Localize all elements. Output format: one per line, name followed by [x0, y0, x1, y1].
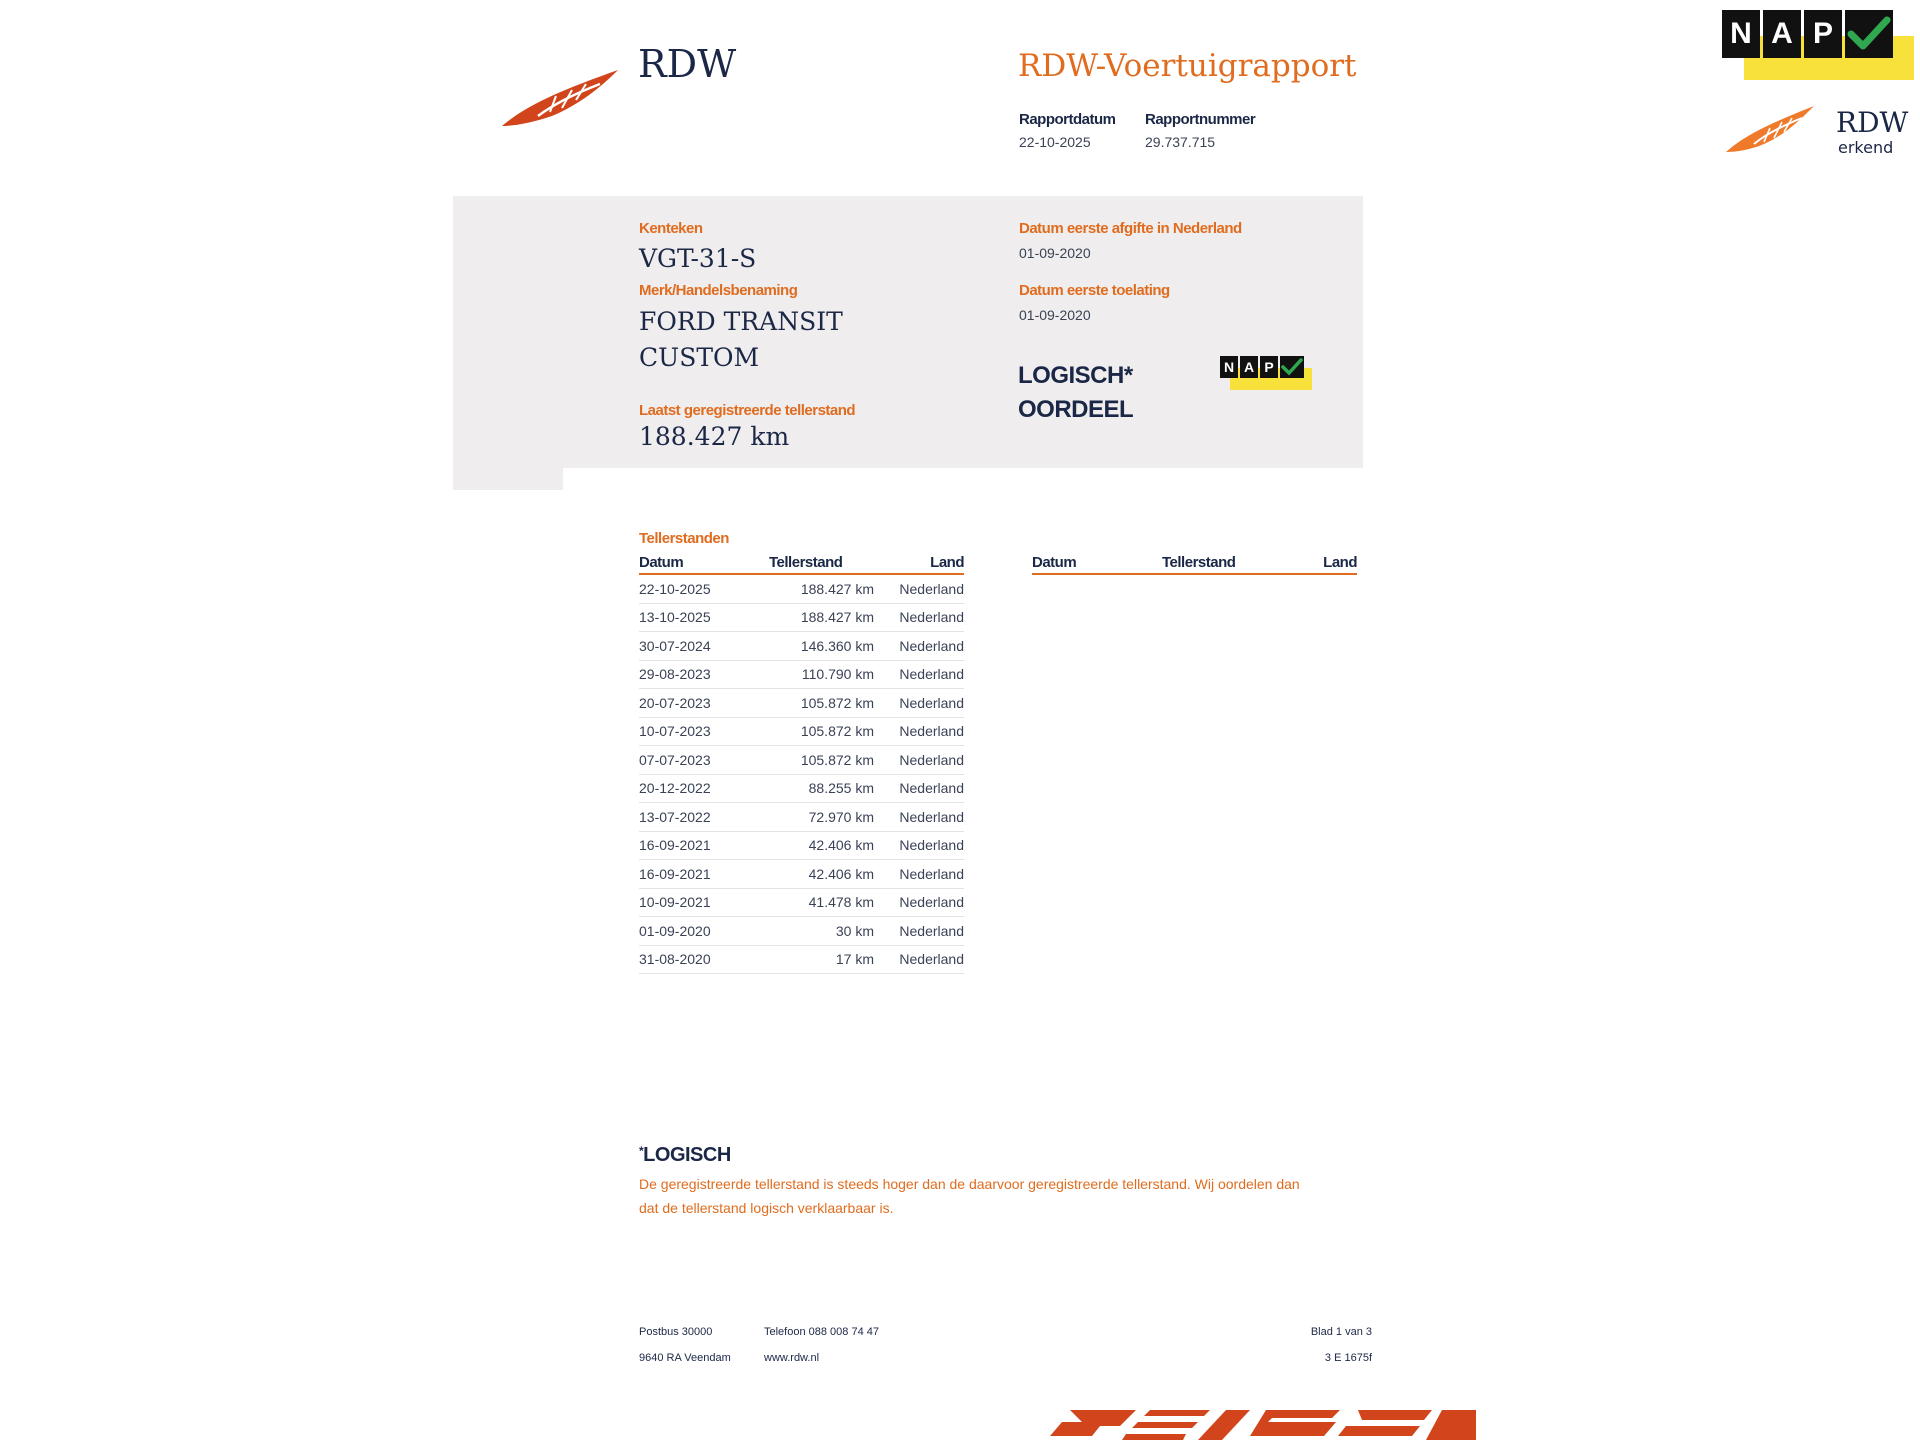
table-row: [639, 746, 964, 775]
rapportdatum-value: 22-10-2025: [1019, 134, 1091, 150]
cell-datum: 10-09-2021: [639, 894, 711, 911]
merk-line1: FORD TRANSIT: [639, 307, 843, 336]
footnote-title: *LOGISCH: [639, 1144, 731, 1166]
footer-blad: Blad 1 van 3: [1310, 1326, 1372, 1338]
table-row: [639, 946, 964, 975]
check-small-icon: [1280, 356, 1304, 378]
table-row: [639, 803, 964, 832]
rdw-feather-logo-icon: [500, 64, 622, 128]
oordeel-line2: OORDEEL: [1018, 396, 1134, 423]
nap-small-letter-p: P: [1260, 356, 1278, 378]
col-land-right: Land: [1323, 554, 1357, 571]
cell-land: Nederland: [899, 780, 964, 797]
rapportnummer-label: Rapportnummer: [1145, 111, 1256, 128]
cell-land: Nederland: [899, 751, 964, 768]
col-tellerstand-right: Tellerstand: [1162, 554, 1236, 571]
cell-tellerstand: 188.427 km: [800, 609, 874, 626]
check-icon: [1845, 10, 1893, 58]
cell-land: Nederland: [899, 865, 964, 882]
table-row: [639, 661, 964, 690]
table-row: [639, 832, 964, 861]
cell-tellerstand: 88.255 km: [808, 780, 874, 797]
cell-tellerstand: 105.872 km: [800, 751, 874, 768]
footer-telefoon: Telefoon 088 008 74 47: [764, 1326, 879, 1338]
cell-datum: 30-07-2024: [639, 637, 711, 654]
rdw-erkend-label: erkend: [1838, 138, 1894, 157]
footer-postbus: Postbus 30000: [639, 1326, 713, 1338]
rapportnummer-value: 29.737.715: [1145, 134, 1216, 150]
cell-tellerstand: 42.406 km: [808, 837, 874, 854]
cell-land: Nederland: [899, 580, 964, 597]
afgifte-value: 01-09-2020: [1019, 245, 1091, 261]
readings-table-right: [1032, 554, 1357, 575]
tellerstanden-label: Tellerstanden: [639, 530, 729, 547]
table-body: [639, 575, 964, 974]
cell-tellerstand: 41.478 km: [808, 894, 874, 911]
nap-small-letter-a: A: [1240, 356, 1258, 378]
cell-tellerstand: 110.790 km: [801, 666, 874, 683]
footer-plaats: 9640 RA Veendam: [639, 1352, 731, 1364]
rdw-brand: RDW: [638, 42, 737, 86]
merk-line2: CUSTOM: [639, 343, 760, 372]
table-row: [639, 718, 964, 747]
cell-tellerstand: 146.360 km: [800, 637, 874, 654]
cell-land: Nederland: [899, 694, 964, 711]
rapportdatum-label: Rapportdatum: [1019, 111, 1116, 128]
col-datum: Datum: [639, 554, 684, 571]
nap-letter-a: A: [1763, 10, 1801, 58]
cell-land: Nederland: [899, 951, 964, 968]
col-land: Land: [930, 554, 964, 571]
cell-datum: 01-09-2020: [639, 922, 711, 939]
cell-tellerstand: 30 km: [835, 922, 874, 939]
footnote-line2: dat de tellerstand logisch verklaarbaar is.: [639, 1200, 894, 1216]
cell-datum: 16-09-2021: [639, 837, 711, 854]
footnote-line1: De geregistreerde tellerstand is steeds hoger dan de daarvoor geregistreerde tellerstand. Wij oordelen dan: [639, 1176, 1300, 1192]
table-row: [639, 860, 964, 889]
table-header-right: [1032, 554, 1357, 575]
kenteken-label: Kenteken: [639, 220, 703, 237]
nap-small-letter-n: N: [1220, 356, 1238, 378]
cell-datum: 16-09-2021: [639, 865, 711, 882]
nap-badge-corner: [1722, 10, 1914, 84]
cell-datum: 20-07-2023: [639, 694, 711, 711]
cell-datum: 29-08-2023: [639, 666, 711, 683]
table-row: [639, 575, 964, 604]
cell-datum: 13-10-2025: [639, 609, 711, 626]
cell-datum: 13-07-2022: [639, 808, 711, 825]
cell-land: Nederland: [899, 922, 964, 939]
report-title: RDW-Voertuigrapport: [1018, 48, 1357, 84]
table-row: [639, 604, 964, 633]
cell-land: Nederland: [899, 837, 964, 854]
readings-table-left: [639, 554, 964, 974]
cell-land: Nederland: [899, 637, 964, 654]
table-row: [639, 632, 964, 661]
rdw-erkend-brand: RDW: [1836, 106, 1909, 139]
rdw-feather-small-icon: [1724, 100, 1820, 156]
table-row: [639, 917, 964, 946]
table-header: [639, 554, 964, 575]
cell-land: Nederland: [899, 808, 964, 825]
cell-land: Nederland: [899, 894, 964, 911]
nap-letter-p: P: [1804, 10, 1842, 58]
cell-tellerstand: 72.970 km: [808, 808, 874, 825]
cell-tellerstand: 188.427 km: [800, 580, 874, 597]
cell-datum: 31-08-2020: [639, 951, 711, 968]
cell-tellerstand: 105.872 km: [800, 723, 874, 740]
oordeel-line1: LOGISCH*: [1018, 362, 1133, 389]
nap-badge-small: [1220, 356, 1312, 392]
cell-tellerstand: 17 km: [835, 951, 874, 968]
panel-tab-shape: [453, 468, 563, 490]
kenteken-value: VGT-31-S: [639, 244, 757, 273]
footer-code: 3 E 1675f: [1324, 1352, 1372, 1364]
cell-tellerstand: 105.872 km: [800, 694, 874, 711]
afgifte-label: Datum eerste afgifte in Nederland: [1019, 220, 1242, 237]
cell-tellerstand: 42.406 km: [808, 865, 874, 882]
decorative-stripes-icon: [1040, 1404, 1476, 1440]
cell-datum: 10-07-2023: [639, 723, 711, 740]
merk-label: Merk/Handelsbenaming: [639, 282, 798, 299]
footnote-title-text: LOGISCH: [643, 1144, 731, 1166]
nap-letters: [1722, 10, 1893, 58]
cell-land: Nederland: [899, 609, 964, 626]
cell-datum: 20-12-2022: [639, 780, 711, 797]
table-row: [639, 889, 964, 918]
tellerstand-value: 188.427 km: [639, 422, 790, 451]
cell-datum: 07-07-2023: [639, 751, 711, 768]
table-row: [639, 775, 964, 804]
cell-land: Nederland: [899, 666, 964, 683]
cell-land: Nederland: [899, 723, 964, 740]
cell-datum: 22-10-2025: [639, 580, 711, 597]
nap-letter-n: N: [1722, 10, 1760, 58]
footer-website[interactable]: www.rdw.nl: [764, 1352, 820, 1364]
table-row: [639, 689, 964, 718]
toelating-label: Datum eerste toelating: [1019, 282, 1170, 299]
toelating-value: 01-09-2020: [1019, 307, 1091, 323]
col-tellerstand: Tellerstand: [769, 554, 843, 571]
tellerstand-label: Laatst geregistreerde tellerstand: [639, 402, 856, 419]
col-datum-right: Datum: [1032, 554, 1077, 571]
